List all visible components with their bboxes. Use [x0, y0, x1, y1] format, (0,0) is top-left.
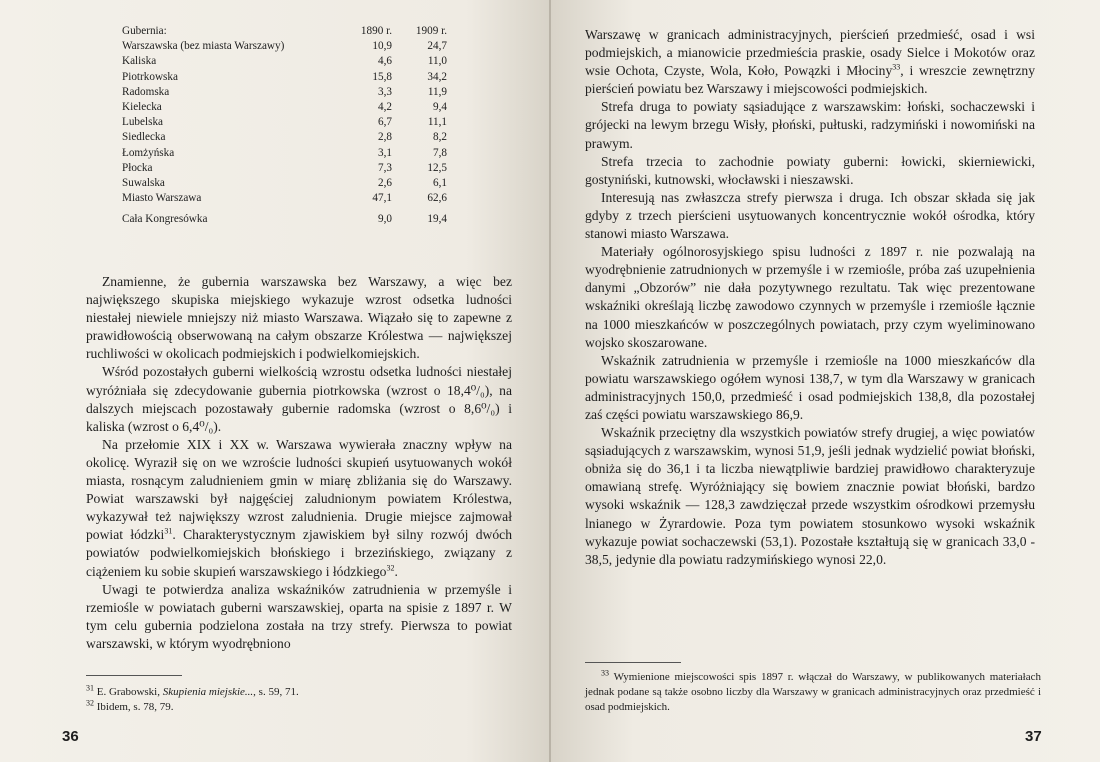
table-cell-gubernia: Piotrkowska	[122, 70, 178, 83]
table-row	[122, 100, 462, 115]
table-cell-1890: 6,7	[378, 116, 392, 129]
footnote-text: E. Grabowski,	[96, 686, 163, 698]
paragraph: Wśród pozostałych guberni wielkością wzrostu odsetka ludności niestałej wyróżniała się zdecydowanie gubernia piotrkowska (wzrost o 18,4⁰/₀), na dalszych miejscach pozostawały gubernie radomska (wzrost o 8,6⁰/₀) i kaliska (wzrost o 6,4⁰/₀).	[86, 364, 512, 434]
table-row	[122, 146, 462, 161]
page-number-right: 37	[1025, 728, 1042, 745]
right-body-text	[585, 26, 1035, 569]
footnote-number: 32	[86, 698, 94, 708]
table-cell-1890: 4,6	[378, 55, 392, 68]
footnote-text: Ibidem, s. 78, 79.	[96, 701, 174, 713]
paragraph: Znamienne, że gubernia warszawska bez Warszawy, a więc bez największego skupiska miejskiego wykazuje wzrost odsetka ludności niestałej niewiele mniejszy niż miasto Warszawa. Wiązało się to zapewne z prawidłowością obserwowaną na całym obszarze Królestwa — największej ruchliwości w okolicach podmiejskich i podwielkomiejskich.	[86, 274, 512, 362]
footnote-ref-33: 33	[892, 62, 901, 72]
left-body-text	[86, 273, 512, 653]
left-footnotes	[86, 685, 506, 715]
footnote-text: , s. 59, 71.	[253, 686, 299, 698]
table-cell-1890: 3,3	[378, 85, 392, 98]
paragraph: Strefa trzecia to zachodnie powiaty guberni: łowicki, skierniewicki, gostyniński, kutnowski, włocławski i nieszawski.	[585, 153, 1035, 187]
population-table	[122, 24, 462, 227]
table-cell-gubernia: Lubelska	[122, 116, 164, 129]
table-header-1890: 1890 r.	[360, 25, 392, 37]
table-cell-1909: 34,2	[427, 70, 447, 83]
paragraph: Wskaźnik zatrudnienia w przemyśle i rzemiośle na 1000 mieszkańców dla powiatu warszawskiego ogółem wynosi 138,7, w tym dla Warszawy w granicach administracyjnych 150,0, przedmieść i osad podmiejskich 138,8, dla pozostałej zaś części powiatu warszawskiego 86,9.	[585, 352, 1035, 422]
table-cell-1909: 11,9	[427, 85, 447, 98]
table-cell-gubernia: Suwalska	[122, 176, 165, 189]
table-cell-1890: 3,1	[378, 146, 392, 159]
footnote-number: 31	[86, 683, 94, 693]
paragraph-text: . Charakterystycznym zjawiskiem był silny rozwój dwóch powiatów podwielkomiejskich błońskiego i brzezińskiego, związany z ciążeniem ku sobie skupień warszawskiego i łódzkiego	[86, 527, 513, 579]
left-page	[0, 0, 549, 762]
table-cell-gubernia: Radomska	[122, 85, 170, 98]
paragraph-text: .	[394, 563, 398, 579]
footnote-text: Wymienione miejscowości spis 1897 r. włączał do Warszawy, w publikowanych materiałach jednak podane są także osobno liczby dla Warszawy w granicach administracyjnych oraz przedmieść i osad podmiejskich.	[585, 671, 1041, 713]
table-row	[122, 176, 462, 191]
table-cell-1890: 47,1	[372, 192, 392, 205]
footnote-31	[86, 685, 506, 700]
table-cell-1909: 24,7	[427, 40, 447, 53]
table-cell-1890: 15,8	[372, 70, 392, 83]
table-cell-gubernia: Płocka	[122, 161, 153, 174]
table-cell-1890: 10,9	[372, 40, 392, 53]
table-cell-gubernia: Kaliska	[122, 55, 157, 68]
paragraph: Interesują nas zwłaszcza strefy pierwsza i druga. Ich obszar składa się jak gdyby z trzech pierścieni usytuowanych koncentrycznie wokół ośrodka, który stanowi miasto Warszawa.	[585, 189, 1035, 242]
table-cell-1909: 7,8	[433, 146, 447, 159]
table-cell-1909: 11,0	[427, 55, 447, 68]
table-cell-gubernia: Kielecka	[122, 100, 162, 113]
table-cell-1909: 12,5	[427, 161, 447, 174]
paragraph-text: , i wreszcie zewnętrzny pierścień powiatu bez Warszawy i miejscowości podmiejskich.	[585, 63, 1036, 97]
table-total-label: Cała Kongresówka	[122, 213, 208, 226]
table-cell-1890: 7,3	[378, 161, 392, 174]
table-row	[122, 70, 462, 85]
table-cell-1890: 4,2	[378, 100, 392, 113]
table-row	[122, 191, 462, 206]
table-body	[122, 39, 462, 206]
table-row	[122, 39, 462, 54]
table-row	[122, 115, 462, 130]
page-number-left: 36	[62, 728, 79, 745]
table-cell-gubernia: Miasto Warszawa	[122, 192, 202, 205]
table-cell-1909: 9,4	[433, 100, 447, 113]
table-row	[122, 54, 462, 69]
table-cell-gubernia: Łomżyńska	[122, 146, 175, 159]
table-header	[122, 24, 462, 39]
table-header-label: Gubernia:	[122, 25, 167, 37]
footnote-33	[585, 670, 1041, 715]
table-cell-gubernia: Warszawska (bez miasta Warszawy)	[122, 40, 285, 53]
table-cell-1890: 2,6	[378, 176, 392, 189]
table-row	[122, 85, 462, 100]
table-cell-gubernia: Siedlecka	[122, 131, 166, 144]
paragraph-text: Na przełomie XIX i XX w. Warszawa wywierała znaczny wpływ na okolicę. Wyraził się on we wzroście ludności skupień usytuowanych wokół miasta, rosnącym zaludnieniem gmin w miarę zbliżania się do Warszawy. Powiat warszawski był najgęściej zaludnionym powiatem Królestwa, wykazywał też największy wzrost zaludnienia. Drugie miejsce zajmował powiat łódzki	[86, 436, 512, 543]
footnote-rule	[585, 662, 681, 663]
right-page	[551, 0, 1100, 762]
table-cell-1909: 6,1	[433, 176, 447, 189]
footnote-ref-32: 32	[386, 562, 395, 572]
paragraph-text: Warszawę w granicach administracyjnych, pierścień przedmieść, osad i wsi podmiejskich, a mianowicie przedmieścia praskie, osady Sielce i Mokotów oraz wsie Ochota, Czyste, Wola, Koło, Powązki i Młociny	[585, 27, 1035, 79]
paragraph: Uwagi te potwierdza analiza wskaźników zatrudnienia w przemyśle i rzemiośle w powiatach guberni warszawskiej, oparta na spisie z 1897 r. W tym celu gubernia podzielona została na trzy strefy. Pierwsza to powiat warszawski, w którym wyodrębniono	[86, 581, 512, 651]
table-total-1890: 9,0	[378, 213, 392, 226]
table-cell-1909: 8,2	[433, 131, 447, 144]
table-total-row	[122, 212, 462, 227]
footnote-ref-31: 31	[164, 526, 173, 536]
footnote-rule	[86, 675, 182, 676]
footnote-title: Skupienia miejskie...	[162, 686, 254, 698]
table-row	[122, 130, 462, 145]
paragraph	[585, 26, 1035, 98]
table-total-1909: 19,4	[427, 213, 447, 226]
footnote-32	[86, 700, 506, 715]
table-cell-1890: 2,8	[378, 131, 392, 144]
table-cell-1909: 62,6	[427, 192, 447, 205]
table-cell-1909: 11,1	[427, 116, 447, 129]
table-header-1909: 1909 r.	[415, 25, 447, 37]
paragraph: Strefa druga to powiaty sąsiadujące z warszawskim: łoński, sochaczewski i grójecki na lewym brzegu Wisły, płoński, pułtuski, radzymiński i nowomiński na prawym.	[585, 99, 1035, 151]
paragraph: Wskaźnik przeciętny dla wszystkich powiatów strefy drugiej, a więc powiatów sąsiadujących z warszawskim, wynosi 51,9, jeśli jednak wydzielić powiat błoński, obniża się do 36,1 i ta liczba niewątpliwie bardziej prawidłowo charakteryzuje omawianą strefę. Wyróżniający się bowiem znacznie powiat błoński, bardzo wysoki wskaźnik — 128,3 zawdzięczał przede wszystkim ośrodkowi przemysłu lnianego w Żyrardowie. Poza tym powiatem stosunkowo wysoki wskaźnik wykazuje powiat sochaczewski (53,1). Pozostałe kształtują się w granicach 33,0 - 38,5, jedynie dla powiatu radzymińskiego wynosi 22,0.	[585, 425, 1035, 567]
footnote-number: 33	[601, 668, 609, 678]
paragraph	[86, 436, 512, 581]
table-row	[122, 161, 462, 176]
paragraph: Materiały ogólnorosyjskiego spisu ludności z 1897 r. nie pozwalają na wyodrębnienie zatrudnionych w przemyśle i w rzemiośle, próba zaś uzupełnienia danymi „Obzorów” nie dała pozytywnego rezultatu. Tak więc prezentowane wskaźniki określają liczbę zawodowo czynnych w przemyśle i rzemiośle łącznie na 1000 mieszkańców w poszczególnych powiatach, przy czym wyeliminowano wojsko skoszarowane.	[585, 244, 1035, 350]
right-footnotes	[585, 670, 1041, 715]
